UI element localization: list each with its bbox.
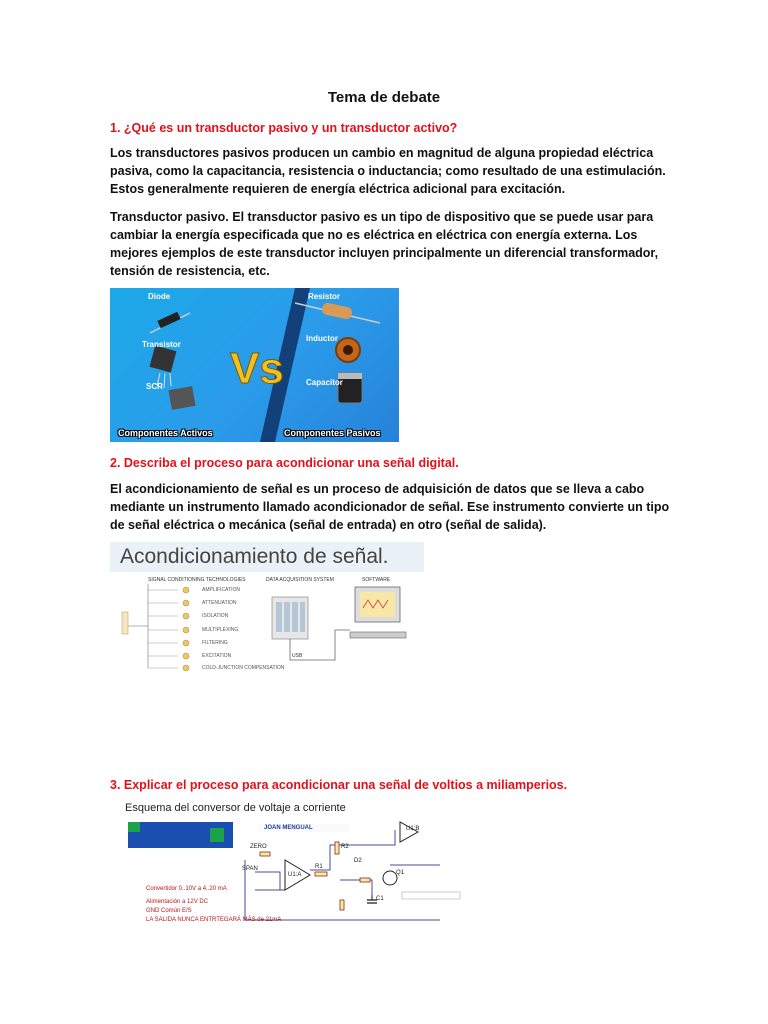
d2-label: D2 [354, 858, 362, 864]
u1a-label: U1:A [288, 872, 302, 878]
paragraph-3: El acondicionamiento de señal es un proceso de adquisición de datos que se lleva a cabo mediante un instrumento llamado acondicionador de señal. Ese instrumento convierte un tipo de señal eléctrica o mecánica (señal de entrada) en otro (señal de salida). [110, 482, 670, 532]
item-excitation: EXCITATION [202, 653, 232, 659]
paragraph-1: Los transductores pasivos producen un cambio en magnitud de alguna propiedad eléctrica pasiva, como la capacitancia, resistencia o inductancia; como resultado de una estimulación. Estos generalmente requieren de energía eléctrica adicional para excitación. [110, 146, 666, 196]
label-resistor: Resistor [308, 292, 341, 301]
note-gnd: GND Común E/S [146, 908, 192, 914]
question-3: 3. Explicar el proceso para acondicionar una señal de voltios a miliamperios. [110, 778, 568, 792]
usb-label: USB [292, 653, 303, 659]
paragraph-2: Transductor pasivo. El transductor pasivo es un tipo de dispositivo que se puede usar para cambiar la energía especificada que no es eléctrica en eléctrica con energía externa. Los mejores ejemplos de este transductor incluyen principalmente un diferencial transformador, tensión de resistencia, etc. [110, 210, 659, 278]
header-daq: DATA ACQUISITION SYSTEM [266, 577, 334, 583]
figure3-title: Esquema del conversor de voltaje a corriente [125, 802, 346, 814]
question-2: 2. Describa el proceso para acondicionar una señal digital. [110, 456, 459, 470]
item-cold-junction: COLD-JUNCTION COMPENSATION [202, 665, 285, 671]
vs-text: Vs [230, 344, 284, 393]
figure-signal-conditioning [110, 542, 424, 684]
label-capacitor: Capacitor [306, 378, 343, 387]
figure-active-vs-passive [110, 288, 399, 442]
components-illustration [110, 288, 399, 442]
note-converter: Convertidor 0..10V a 4..20 mA [146, 886, 227, 892]
span-label: SPAN [242, 866, 258, 872]
label-inductor: Inductor [306, 334, 338, 343]
label-transistor: Transistor [142, 340, 181, 349]
note-power: Alimentación a 12V DC [146, 899, 209, 905]
caption-passive: Componentes Pasivos [284, 428, 381, 438]
header-software: SOFTWARE [362, 577, 391, 583]
author-label: JOAN MENGUAL [264, 825, 313, 831]
label-scr: SCR [146, 382, 163, 391]
item-isolation: ISOLATION [202, 613, 229, 619]
item-amplification: AMPLIFICATION [202, 587, 240, 593]
r2-label: R2 [341, 844, 349, 850]
figure2-title: Acondicionamiento de señal. [110, 542, 424, 572]
question-1: 1. ¿Qué es un transductor pasivo y un transductor activo? [110, 121, 458, 135]
label-diode: Diode [148, 292, 171, 301]
q1-label: Q1 [396, 870, 405, 876]
u1b-label: U1:B [406, 826, 420, 832]
item-filtering: FILTERING [202, 640, 228, 646]
conditioning-diagram [110, 542, 424, 684]
caption-active: Componentes Activos [118, 428, 213, 438]
item-multiplexing: MULTIPLEXING [202, 627, 239, 633]
zero-label: ZERO [250, 844, 267, 850]
c1-label: C1 [376, 896, 384, 902]
page-title: Tema de debate [327, 89, 441, 106]
r1-label: R1 [315, 864, 323, 870]
header-technologies: SIGNAL CONDITIONING TECHNOLOGIES [148, 577, 246, 583]
figure-voltage-current-converter [110, 800, 464, 942]
note-max-output: LA SALIDA NUNCA ENTRTEGARÁ MÁS de 21mA [146, 917, 282, 923]
item-attenuation: ATTENUATION [202, 600, 237, 606]
